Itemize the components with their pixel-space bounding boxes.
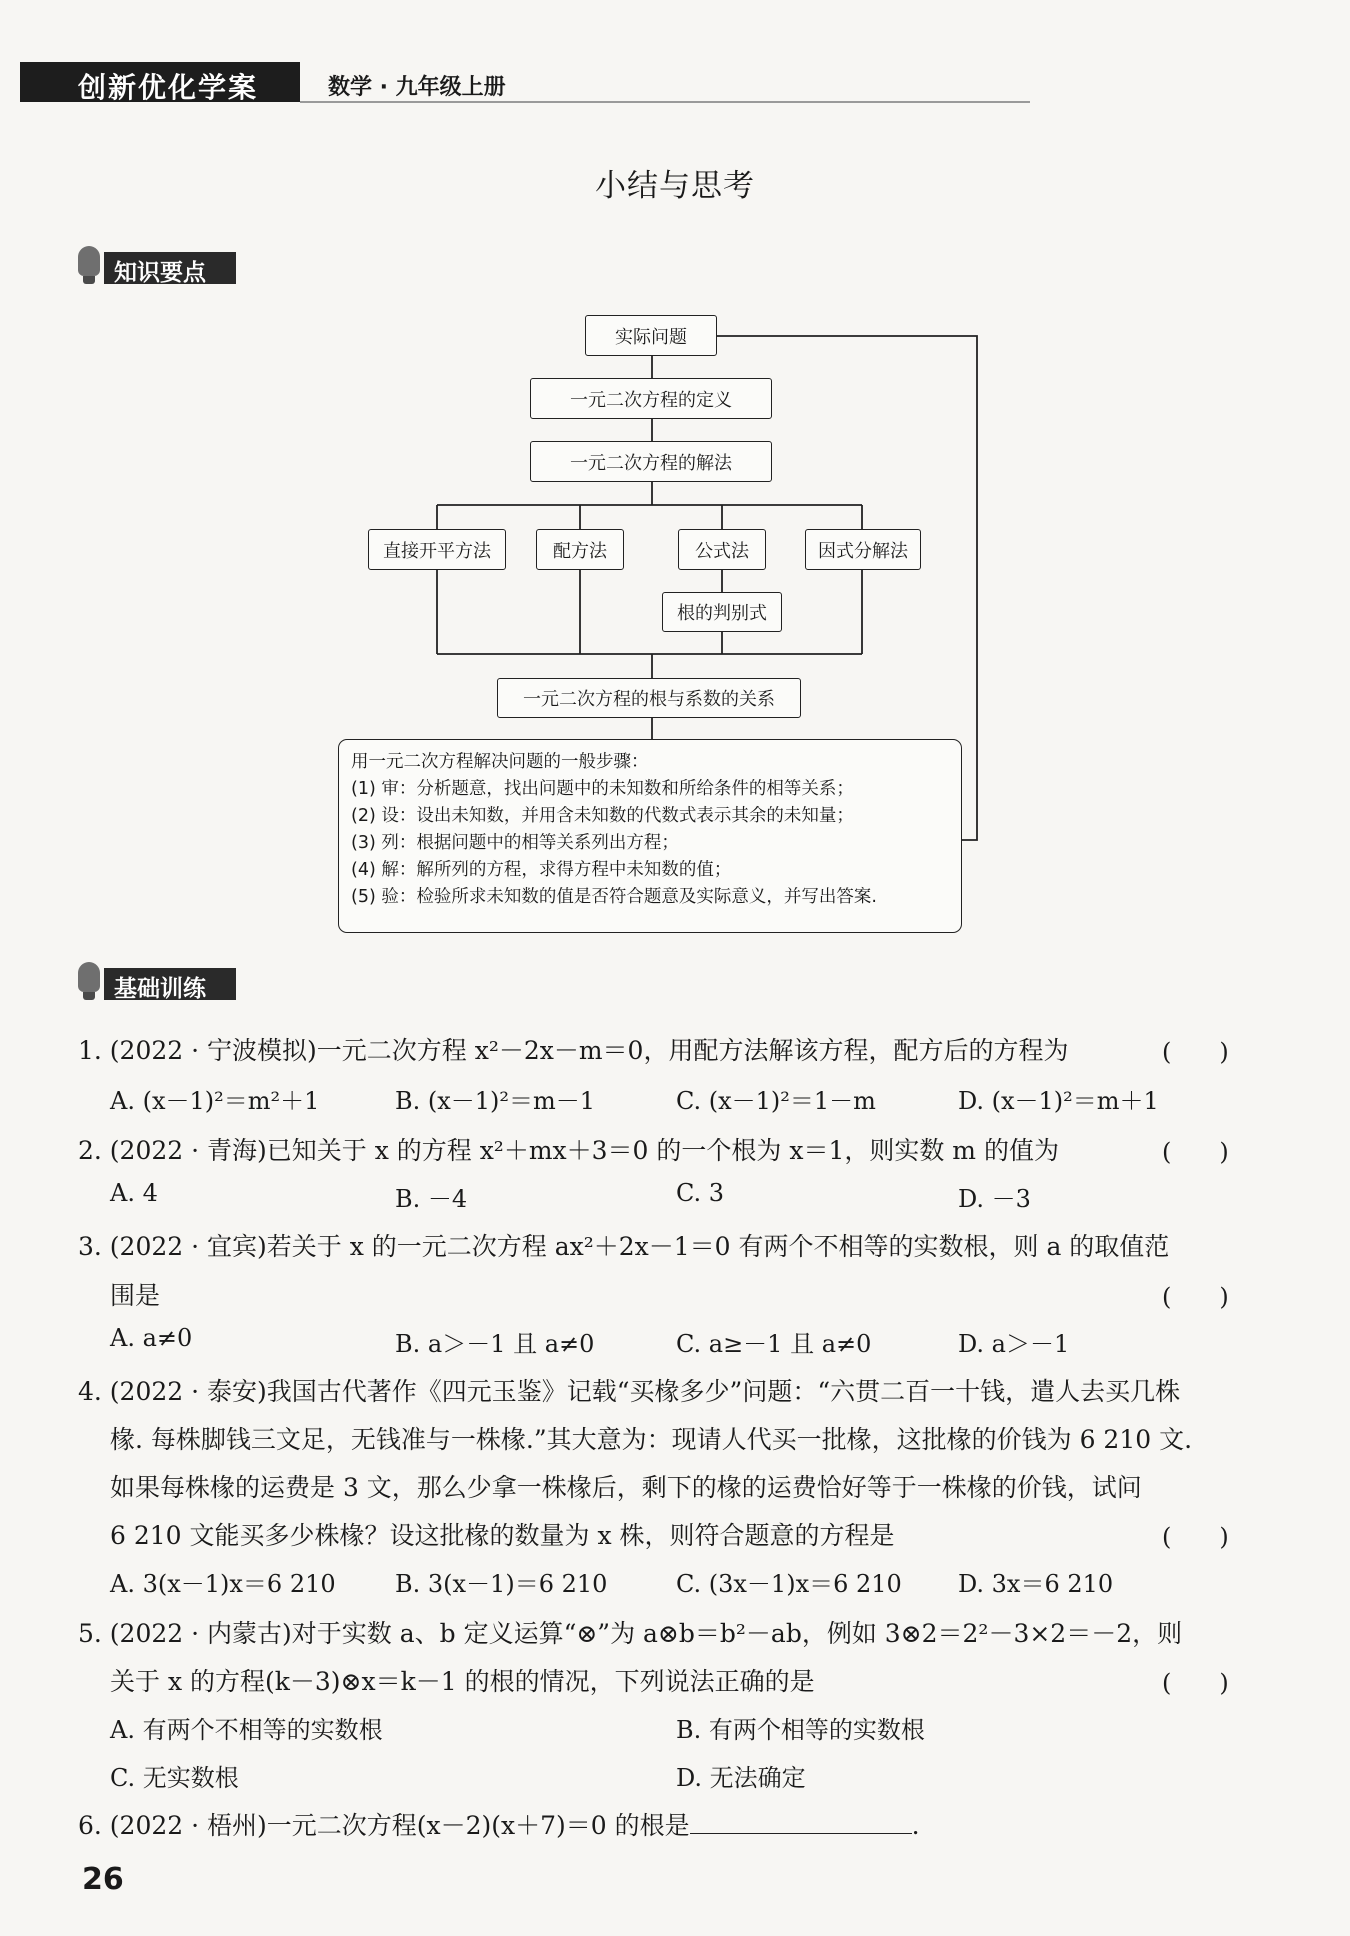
question-3-option-a: A. a≠0 bbox=[110, 1324, 193, 1352]
question-4-option-a: A. 3(x－1)x＝6 210 bbox=[110, 1570, 336, 1598]
box-method-direct-root: 直接开平方法 bbox=[368, 529, 506, 570]
question-3-stem: 3. (2022 · 宜宾)若关于 x 的一元二次方程 ax²＋2x－1＝0 有两个不相等的实数根，则 a 的取值范 bbox=[78, 1232, 1170, 1261]
question-6 bbox=[78, 1806, 920, 1842]
box-solving-steps bbox=[338, 739, 962, 933]
step-3: (3) 列：根据问题中的相等关系列出方程； bbox=[351, 833, 679, 853]
box-root-coefficient-relation: 一元二次方程的根与系数的关系 bbox=[497, 678, 801, 718]
section-label-knowledge: 知识要点 bbox=[114, 260, 206, 286]
question-6-answer-blank[interactable] bbox=[690, 1811, 912, 1834]
box-method-formula: 公式法 bbox=[678, 529, 766, 570]
question-4-option-d: D. 3x＝6 210 bbox=[958, 1570, 1114, 1598]
box-method-factoring: 因式分解法 bbox=[805, 529, 921, 570]
question-5-line-1: 5. (2022 · 内蒙古)对于实数 a、b 定义运算“⊗”为 a⊗b＝b²－ab，例如 3⊗2＝2²－3×2＝－2，则 bbox=[78, 1619, 1183, 1648]
lightbulb-icon bbox=[78, 962, 100, 992]
book-subtitle: 数学 · 九年级上册 bbox=[328, 75, 506, 100]
question-4-line-1: 4. (2022 · 泰安)我国古代著作《四元玉鉴》记载“买椽多少”问题：“六贯二百一十钱，遣人去买几株 bbox=[78, 1377, 1181, 1406]
question-4-answer-paren: ( ) bbox=[1162, 1523, 1229, 1551]
question-3-option-c: C. a≥－1 且 a≠0 bbox=[676, 1330, 872, 1358]
question-1-option-b: B. (x－1)²＝m－1 bbox=[395, 1087, 596, 1115]
question-2-answer-paren: ( ) bbox=[1162, 1138, 1229, 1166]
question-2-stem: 2. (2022 · 青海)已知关于 x 的方程 x²＋mx＋3＝0 的一个根为 x＝1，则实数 m 的值为 bbox=[78, 1136, 1059, 1165]
question-3-option-d: D. a＞－1 bbox=[958, 1330, 1070, 1358]
question-1-answer-paren: ( ) bbox=[1162, 1038, 1229, 1066]
question-2-option-c: C. 3 bbox=[676, 1179, 725, 1207]
question-5-answer-paren: ( ) bbox=[1162, 1669, 1229, 1697]
step-1: (1) 审：分析题意，找出问题中的未知数和所给条件的相等关系； bbox=[351, 779, 854, 799]
box-solving-methods: 一元二次方程的解法 bbox=[530, 441, 772, 482]
step-4: (4) 解：解所列的方程，求得方程中未知数的值； bbox=[351, 860, 732, 880]
box-discriminant: 根的判别式 bbox=[662, 592, 782, 632]
question-2-option-a: A. 4 bbox=[110, 1179, 158, 1207]
step-5: (5) 验：检验所求未知数的值是否符合题意及实际意义，并写出答案. bbox=[351, 887, 877, 907]
question-6-end: . bbox=[911, 1811, 920, 1840]
question-5-option-a: A. 有两个不相等的实数根 bbox=[110, 1716, 383, 1744]
step-2: (2) 设：设出未知数，并用含未知数的代数式表示其余的未知量； bbox=[351, 806, 854, 826]
question-2-option-d: D. －3 bbox=[958, 1185, 1031, 1213]
question-1-stem: 1. (2022 · 宁波模拟)一元二次方程 x²－2x－m＝0，用配方法解该方程，配方后的方程为 bbox=[78, 1036, 1069, 1065]
question-1-option-c: C. (x－1)²＝1－m bbox=[676, 1087, 876, 1115]
lightbulb-base-icon bbox=[83, 992, 95, 1000]
section-label-training: 基础训练 bbox=[114, 976, 206, 1002]
question-1-option-d: D. (x－1)²＝m＋1 bbox=[958, 1087, 1159, 1115]
question-2-option-b: B. －4 bbox=[395, 1185, 468, 1213]
question-3-answer-paren: ( ) bbox=[1162, 1283, 1229, 1311]
brand-title: 创新优化学案 bbox=[78, 71, 259, 104]
question-3-stem-continued: 围是 bbox=[110, 1281, 161, 1310]
question-5-option-d: D. 无法确定 bbox=[676, 1764, 806, 1792]
box-definition: 一元二次方程的定义 bbox=[530, 378, 772, 419]
page-number: 26 bbox=[82, 1862, 124, 1897]
question-4-option-b: B. 3(x－1)＝6 210 bbox=[395, 1570, 608, 1598]
question-4-option-c: C. (3x－1)x＝6 210 bbox=[676, 1570, 902, 1598]
question-5-line-2: 关于 x 的方程(k－3)⊗x＝k－1 的根的情况，下列说法正确的是 bbox=[110, 1667, 815, 1696]
question-4-line-2: 椽. 每株脚钱三文足，无钱准与一株椽.”其大意为：现请人代买一批椽，这批椽的价钱为 6 210 文. bbox=[110, 1425, 1193, 1454]
question-5-option-b: B. 有两个相等的实数根 bbox=[676, 1716, 925, 1744]
page-title: 小结与思考 bbox=[595, 168, 755, 204]
box-practical-problem: 实际问题 bbox=[585, 315, 717, 356]
box-method-completing-square: 配方法 bbox=[536, 529, 624, 570]
steps-heading: 用一元二次方程解决问题的一般步骤： bbox=[351, 752, 649, 772]
question-1-option-a: A. (x－1)²＝m²＋1 bbox=[110, 1087, 320, 1115]
question-5-option-c: C. 无实数根 bbox=[110, 1764, 239, 1792]
question-6-stem: 6. (2022 · 梧州)一元二次方程(x－2)(x＋7)＝0 的根是 bbox=[78, 1811, 690, 1840]
question-3-option-b: B. a＞－1 且 a≠0 bbox=[395, 1330, 595, 1358]
question-4-line-3: 如果每株椽的运费是 3 文，那么少拿一株椽后，剩下的椽的运费恰好等于一株椽的价钱，试问 bbox=[110, 1473, 1142, 1502]
question-4-line-4: 6 210 文能买多少株椽？设这批椽的数量为 x 株，则符合题意的方程是 bbox=[110, 1521, 895, 1550]
